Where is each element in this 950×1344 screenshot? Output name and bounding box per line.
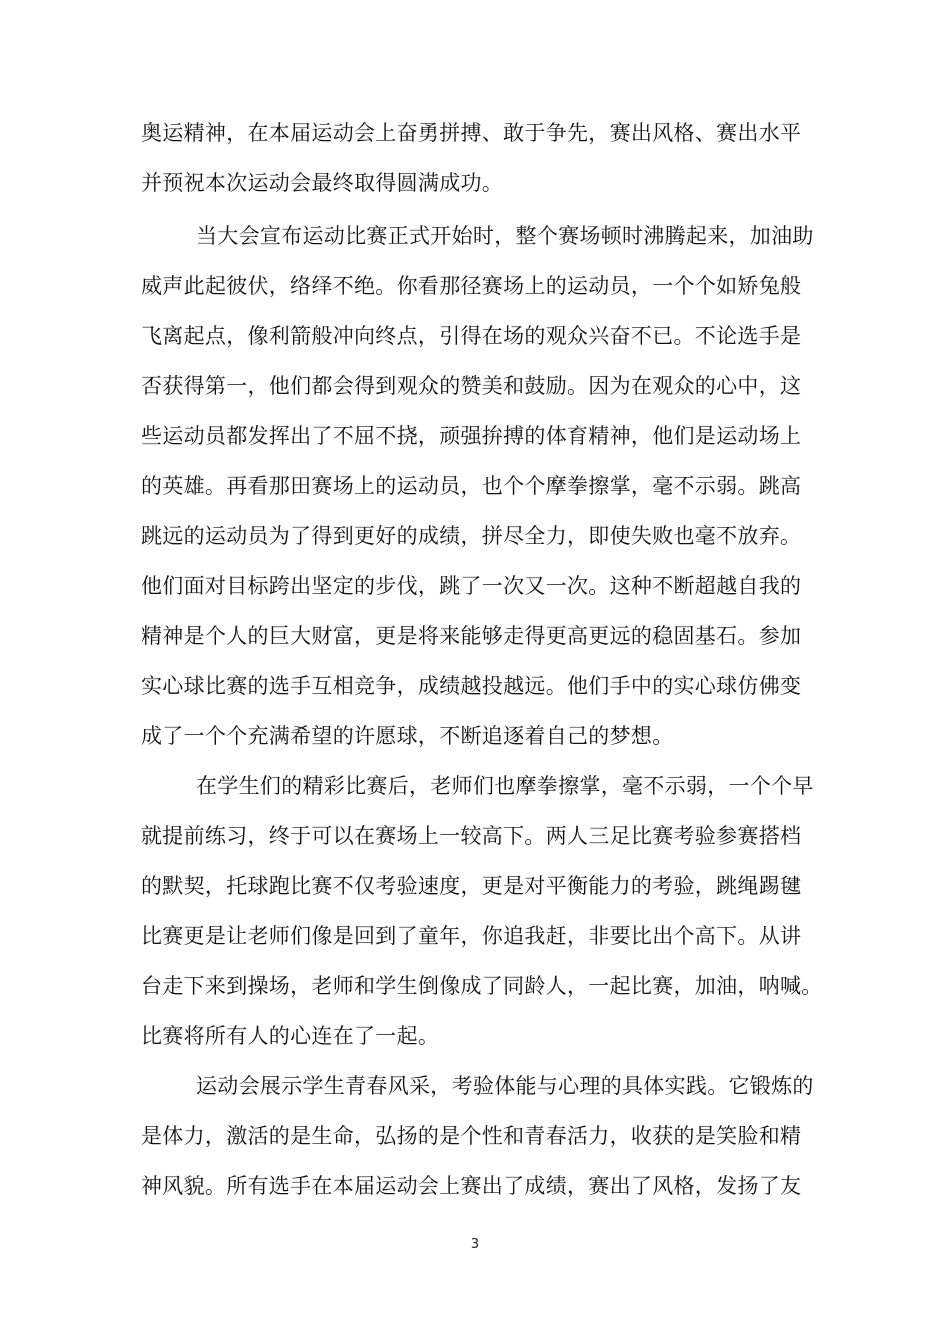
- paragraph-start-line: 在学生们的精彩比赛后，老师们也摩拳擦掌，毫不示弱，一个个早: [196, 774, 814, 798]
- text-line-7: 些运动员都发挥出了不屈不挠，顽强拚搏的体育精神，他们是运动场上: [141, 424, 802, 448]
- text-line-6: 否获得第一，他们都会得到观众的赞美和鼓励。因为在观众的心中，这: [141, 374, 802, 398]
- paragraph-start-line: 运动会展示学生青春风采，考验体能与心理的具体实践。它锻炼的: [196, 1074, 814, 1098]
- text-line-1: 奥运精神，在本届运动会上奋勇拼搏、敢于争先，赛出风格、赛出水平: [141, 121, 802, 145]
- text-line-13: 成了一个个充满希望的许愿球，不断追逐着自己的梦想。: [141, 724, 674, 748]
- text-line-10: 他们面对目标跨出坚定的步伐，跳了一次又一次。这种不断超越自我的: [141, 574, 802, 598]
- text-line-4: 威声此起彼伏，络绎不绝。你看那径赛场上的运动员，一个个如矫兔般: [141, 274, 802, 298]
- text-line-12: 实心球比赛的选手互相竞争，成绩越投越远。他们手中的实心球仿佛变: [141, 674, 802, 698]
- text-line-11: 精神是个人的巨大财富，更是将来能够走得更高更远的稳固基石。参加: [141, 624, 802, 648]
- text-line-9: 跳远的运动员为了得到更好的成绩，拼尽全力，即使失败也毫不放弃。: [141, 524, 802, 548]
- text-line-8: 的英雄。再看那田赛场上的运动员，也个个摩拳擦掌，毫不示弱。跳高: [141, 474, 802, 498]
- page-number: 3: [470, 1237, 480, 1252]
- text-line-17: 比赛更是让老师们像是回到了童年，你追我赶，非要比出个高下。从讲: [141, 924, 802, 948]
- text-line-15: 就提前练习，终于可以在赛场上一较高下。两人三足比赛考验参赛搭档: [141, 824, 802, 848]
- text-line-21: 是体力，激活的是生命，弘扬的是个性和青春活力，收获的是笑脸和精: [141, 1124, 802, 1148]
- text-line-22: 神风貌。所有选手在本届运动会上赛出了成绩，赛出了风格，发扬了友: [141, 1174, 802, 1198]
- text-line-18: 台走下来到操场，老师和学生倒像成了同龄人，一起比赛，加油，呐喊。: [141, 974, 823, 998]
- text-line-5: 飞离起点，像利箭般冲向终点，引得在场的观众兴奋不已。不论选手是: [141, 324, 802, 348]
- text-line-16: 的默契，托球跑比赛不仅考验速度，更是对平衡能力的考验，跳绳踢毽: [141, 874, 802, 898]
- paragraph-start-line: 当大会宣布运动比赛正式开始时，整个赛场顿时沸腾起来，加油助: [196, 224, 814, 248]
- text-line-2: 并预祝本次运动会最终取得圆满成功。: [141, 171, 504, 195]
- text-line-19: 比赛将所有人的心连在了一起。: [141, 1024, 440, 1048]
